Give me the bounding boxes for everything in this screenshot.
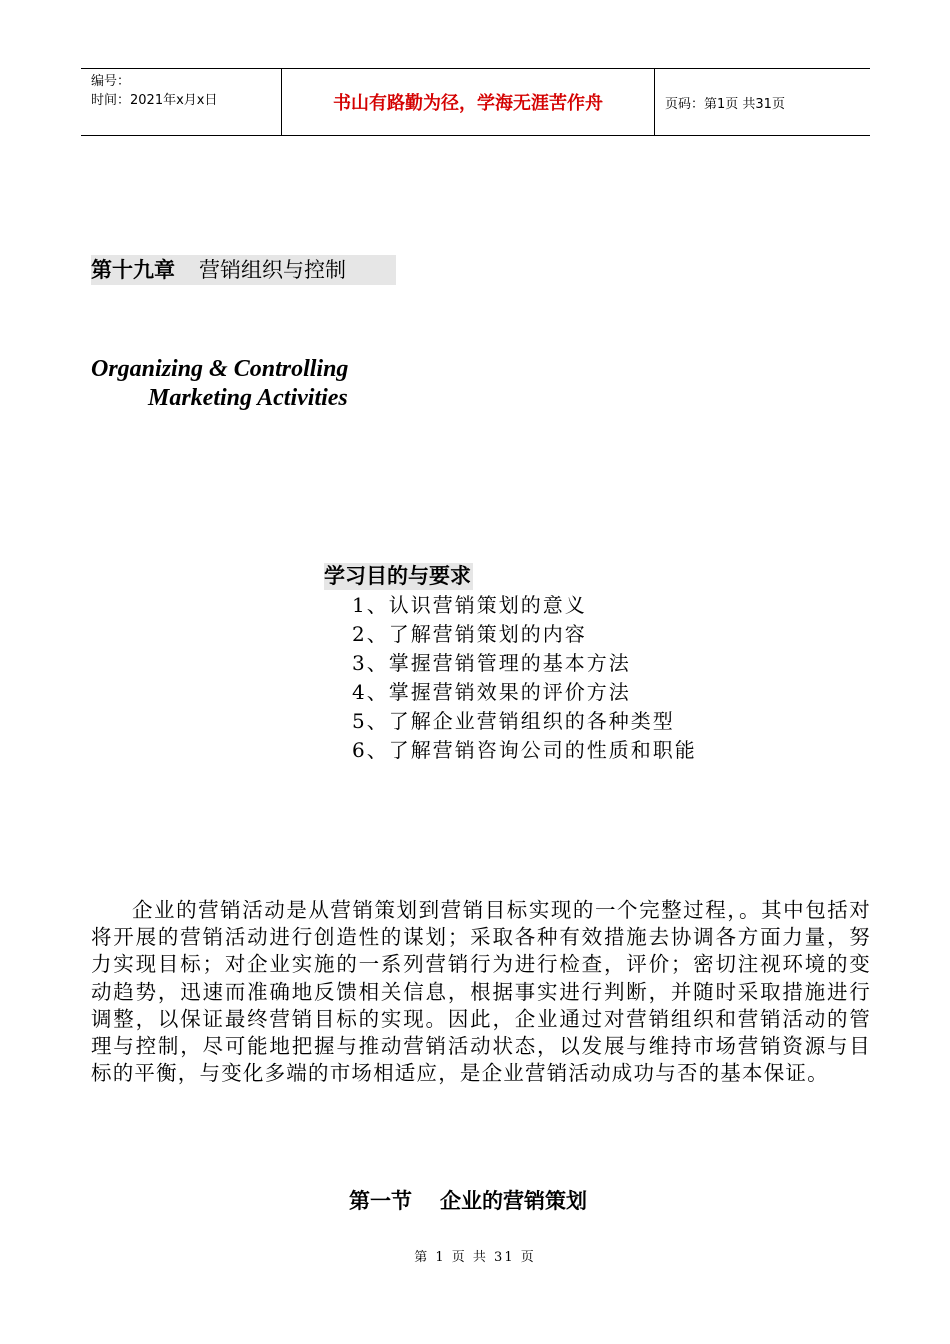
english-title-line1: Organizing & Controlling: [91, 356, 349, 382]
objective-item: 6、了解营销咨询公司的性质和职能: [352, 738, 697, 762]
objective-item: 5、了解企业营销组织的各种类型: [352, 709, 675, 733]
chapter-number: 第十九章: [91, 258, 175, 282]
chapter-title: [91, 255, 396, 285]
objective-item: 3、掌握营销管理的基本方法: [352, 651, 631, 675]
section-number: 第一节: [349, 1189, 412, 1213]
english-title: [91, 355, 348, 413]
section-title: [349, 1186, 587, 1216]
objective-item: 4、掌握营销效果的评价方法: [352, 680, 631, 704]
header-page-info: 页码：第1页 共31页: [665, 96, 785, 112]
serial-label: 编号：: [91, 74, 131, 89]
date-label: 时间：2021年x月x日: [91, 93, 218, 108]
header-motto: 书山有路勤为径，学海无涯苦作舟: [282, 69, 655, 135]
section-name: 企业的营销策划: [440, 1189, 587, 1213]
objective-item: 1、认识营销策划的意义: [352, 593, 587, 617]
objectives-heading: 学习目的与要求: [324, 564, 471, 588]
objectives-list: [352, 591, 697, 765]
objective-item: 2、了解营销策划的内容: [352, 622, 587, 646]
page-footer: 第 1 页 共 31 页: [414, 1250, 536, 1265]
intro-paragraph: 企业的营销活动是从营销策划到营销目标实现的一个完整过程，。其中包括对将开展的营销活动进行创造性的谋划；采取各种有效措施去协调各方面力量，努力实现目标；对企业实施的一系列营销行为进行检查，评价；密切注视环境的变动趋势，迅速而准确地反馈相关信息，根据事实进行判断，并随时采取措施进行调整，以保证最终营销目标的实现。因此，企业通过对营销组织和营销活动的管理与控制，尽可能地把握与推动营销活动状态，以发展与维持市场营销资源与目标的平衡，与变化多端的市场相适应，是企业营销活动成功与否的基本保证。: [91, 898, 871, 1086]
header-meta: [81, 69, 282, 135]
chapter-name: 营销组织与控制: [199, 258, 346, 282]
english-title-line2: Marketing Activities: [148, 385, 348, 411]
document-header: [81, 68, 870, 136]
